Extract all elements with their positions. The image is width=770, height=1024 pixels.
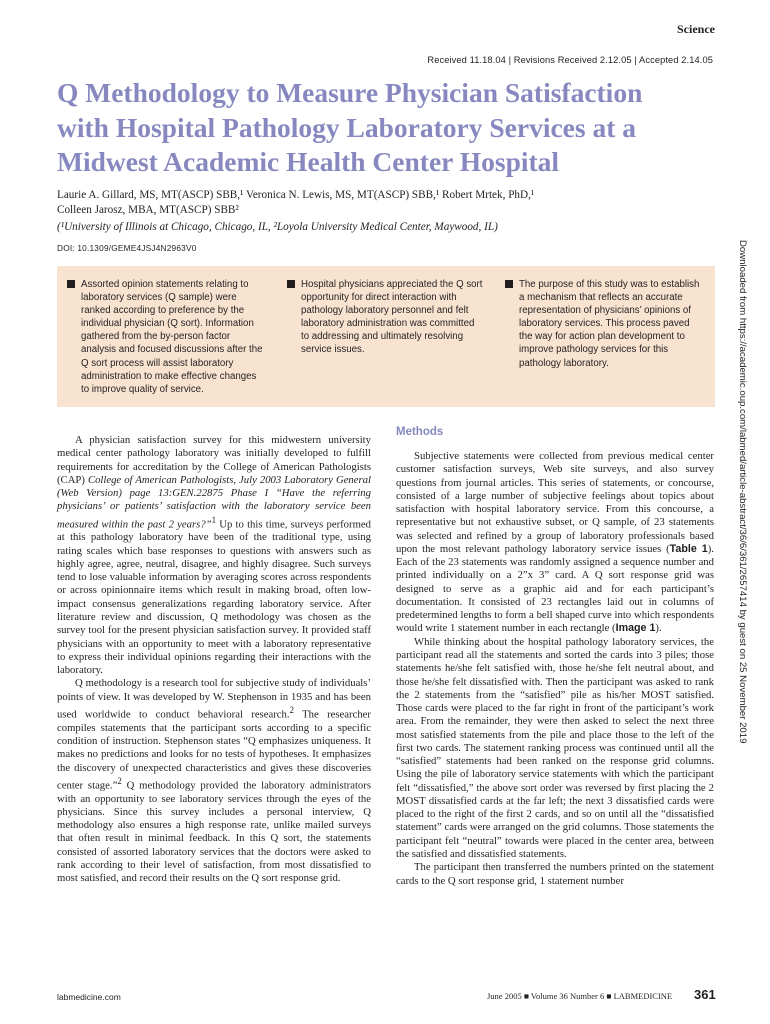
text-run: The researcher compiles statements that the participant sorts according to a specific condition of instruction. Stephenson states “Q emphasizes uniqueness. It makes no predictions and looks for no tests of hypotheses. It emphasizes the discovery of unexpected characteristics and gives these discoveries center stage.” [57, 708, 371, 792]
title-line-1: Q Methodology to Measure Physician Satisfaction [57, 77, 643, 108]
title-line-2: with Hospital Pathology Laboratory Services at a [57, 111, 636, 143]
text-run: A physician satisfaction survey for this midwestern university medical center pathology laboratory was initially developed to fulfill requirements for accreditation by the College of American Pathologists (CAP) [57, 434, 371, 486]
body-paragraph: While thinking about the hospital pathology laboratory services, the participant read all the statements and sorted the cards into 3 piles; those statements he/she felt satisfied with, those he/she felt neutral about, and those he/she felt dissatisfied with. Then the participant was asked to rank the 2 statements from the “satisfied” pile as his/her MOST satisfied. Those cards were placed to the far right in front of the participant’s work area. From the remainder, they were then asked to select the next three most satisfied statements from the pile and place those to the left of the first two cards. The statement ranking process was continued until all the “satisfied” statements had been ranked on the response grid columns. Using the pile of laboratory service statements with which the participant felt “dissatisfied,” the above sort order was reversed by first placing the 2 MOST dissatisfied cards at the far left; the next 3 dissatisfied cards were placed to the right of the first 2 cards, and so on until all the “dissatisfied statement” cards were arranged on the grid columns. Those statements the participant felt “neutral” towards were placed in the center area, between the satisfied and dissatisfied statements. [396, 635, 714, 860]
footer-site[interactable]: labmedicine.com [57, 992, 121, 1002]
square-bullet-icon [287, 280, 295, 288]
body-paragraph [57, 677, 371, 885]
page-number: 361 [694, 987, 716, 1002]
section-heading-methods: Methods [396, 426, 444, 438]
text-run: Up to this time, surveys performed at this pathology laboratory have been of the traditional type, using rating scales which base responses to questions with answers such as highly agree, agree, neutral, disagree, and highly disagree. Such surveys tend to lose valuable information by averaging scores across respondents or across opinionnaire items which result in making broad, often low-impact consensus generalizations regarding laboratory service. After literature review and discussion, Q methodology was chosen as the survey tool for the present physician satisfaction survey. It provided staff physicians with an opportunity to meet with a laboratory representative to express their individual opinions regarding their interactions with the laboratory. [57, 518, 371, 677]
received-dates: Received 11.18.04 | Revisions Received 2.12.05 | Accepted 2.14.05 [427, 55, 713, 65]
doi[interactable]: DOI: 10.1309/GEME4JSJ4N2963V0 [57, 243, 197, 253]
affiliations: (¹University of Illinois at Chicago, Chicago, IL, ²Loyola University Medical Center, Maywood, IL) [57, 221, 498, 233]
summary-text: The purpose of this study was to establish a mechanism that reflects an accurate representation of physicians’ opinions of laboratory services. This process paved the way for action plan development to improve pathology services for this pathology laboratory. [519, 279, 700, 369]
body-column-left [57, 434, 371, 885]
text-run: Subjective statements were collected from previous medical center customer satisfaction surveys, Web site surveys, and also survey questions from journal articles. This series of statements, or concourse, consisted of a large number of subjective feelings about topics about satisfaction with hospital laboratory service. From this concourse, a representative but not exhaustive subset, or Q sample, of 23 statements was selected and refined by a group of laboratory professionals based upon the most relevant pathology laboratory service issues ( [396, 450, 714, 555]
article-title [57, 76, 737, 180]
image-reference[interactable]: Image 1 [615, 622, 656, 635]
body-column-right [396, 450, 714, 888]
authors-line-2: Colleen Jarosz, MBA, MT(ASCP) SBB² [57, 204, 239, 216]
table-reference[interactable]: Table 1 [669, 542, 708, 555]
summary-text: Hospital physicians appreciated the Q sort opportunity for direct interaction with pathology laboratory personnel and felt laboratory administration was committed to addressing and ultimately resolving service issues. [301, 279, 483, 356]
summary-text: Assorted opinion statements relating to laboratory services (Q sample) were ranked according to preference by the individual physician (Q sort). Information gathered from the by-person factor analysis and focused discussions after the Q sort process will assist laboratory administration to make effective changes to improve quality of service. [81, 279, 263, 395]
text-run: Q methodology is a research tool for subjective study of individuals’ points of view. It was developed by W. Stephenson in 1935 and has been used worldwide to conduct behavioral research. [57, 677, 371, 721]
summary-item [67, 278, 263, 396]
authors-line-1: Laurie A. Gillard, MS, MT(ASCP) SBB,¹ Veronica N. Lewis, MS, MT(ASCP) SBB,¹ Robert Mrtek, PhD,¹ [57, 189, 535, 201]
body-paragraph [57, 434, 371, 677]
text-run: Q methodology provided the laboratory administrators with an opportunity to see laboratory services through the eyes of the physicians. Since this survey includes a personal interview, Q methodology also ensures a high response rate, unlike mailed surveys that often result in minimal feedback. In this Q sort, the statements consisted of assorted laboratory services that the doctors were asked to rank according to their level of satisfaction, from most dissatisfied to most satisfied, and record their results on the Q sort response grid. [57, 779, 371, 885]
body-paragraph: The participant then transferred the numbers printed on the statement cards to the Q sort response grid, 1 statement number [396, 861, 714, 887]
summary-item [287, 278, 483, 357]
author-list [57, 188, 657, 218]
footer-issue: June 2005 ■ Volume 36 Number 6 ■ LABMEDICINE [487, 991, 673, 1001]
reference-marker[interactable]: 1 [211, 514, 217, 525]
citation: College of American Pathologists, July 2003 Laboratory General (Web Version) page 13:GEN.22875 Phase I “Have the referring physicians’ or patients’ satisfaction with the laboratory service been measured within the past 2 years?” [57, 473, 371, 531]
title-line-3: Midwest Academic Health Center Hospital [57, 146, 560, 177]
summary-item [505, 278, 701, 370]
reference-marker[interactable]: 2 [289, 704, 294, 715]
section-label: Science [677, 22, 715, 36]
text-run: ). [655, 622, 662, 635]
square-bullet-icon [505, 280, 513, 288]
download-notice: Downloaded from https://academic.oup.com/labmed/article-abstract/36/6/361/2657414 by guest on 25 November 2019 [737, 240, 748, 744]
square-bullet-icon [67, 280, 75, 288]
reference-marker[interactable]: 2 [117, 775, 122, 786]
text-run: ). Each of the 23 statements was randomly assigned a sequence number and printed individually on a 2”x 3” card. A Q sort response grid was designed to serve as a graphic aid and for each participant’s documentation. It consisted of 23 rectangles laid out in columns of predetermined lengths to form a bell shaped curve into which respondents would write 1 statement number in each rectangle ( [396, 542, 714, 635]
body-paragraph [396, 450, 714, 636]
